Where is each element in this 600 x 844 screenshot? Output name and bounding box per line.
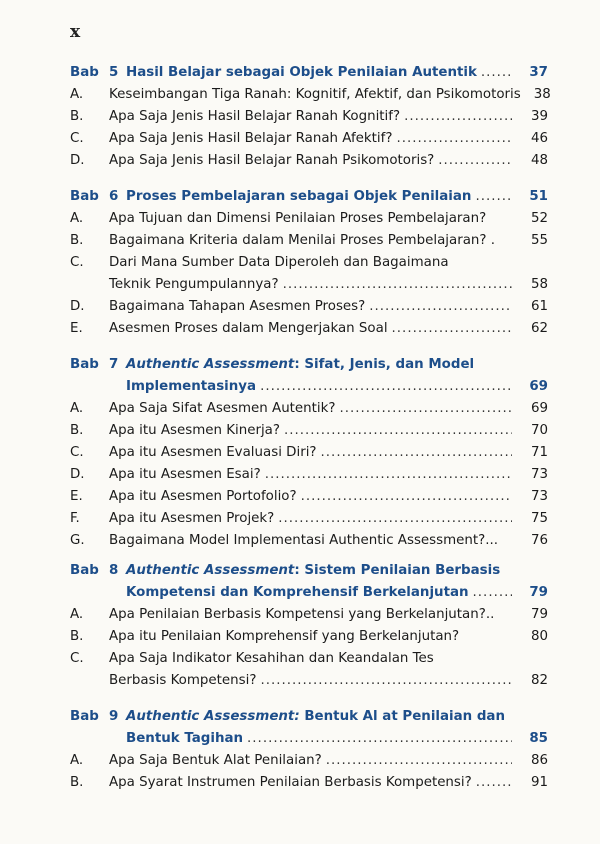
dot-leader	[283, 274, 512, 296]
item-page: 80	[530, 629, 548, 644]
chapter-page: 69	[529, 379, 548, 394]
chapter-heading[interactable]	[70, 560, 548, 582]
toc-item[interactable]	[70, 648, 548, 670]
dot-leader	[396, 128, 512, 150]
item-title-continued: Berbasis Kompetensi?	[109, 673, 257, 688]
toc-item[interactable]	[70, 128, 548, 150]
dot-leader	[438, 150, 512, 172]
item-page: 75	[530, 511, 548, 526]
item-page: 39	[530, 109, 548, 124]
item-letter: A.	[70, 87, 84, 102]
chapter-label: Bab	[70, 709, 99, 724]
item-title: Keseimbangan Tiga Ranah: Kognitif, Afektif, dan Psikomotoris	[109, 87, 521, 102]
chapter-number: 5	[109, 65, 119, 80]
toc-item-continuation[interactable]	[70, 670, 548, 692]
dot-leader	[301, 486, 512, 508]
chapter-5	[70, 62, 551, 172]
item-title: Apa itu Asesmen Portofolio?	[109, 489, 297, 504]
chapter-6	[70, 186, 548, 340]
item-title: Apa Penilaian Berbasis Kompetensi yang Berkelanjutan?..	[109, 607, 495, 622]
item-letter: C.	[70, 445, 84, 460]
chapter-number: 6	[109, 189, 119, 204]
item-page: 71	[530, 445, 548, 460]
toc-item[interactable]	[70, 420, 548, 442]
toc-item[interactable]	[70, 84, 551, 106]
toc-item[interactable]	[70, 442, 548, 464]
item-letter: D.	[70, 153, 85, 168]
dot-leader	[247, 728, 512, 750]
dot-leader	[265, 464, 512, 486]
dot-leader	[404, 106, 512, 128]
item-page: 55	[530, 233, 548, 248]
item-title: Apa Saja Sifat Asesmen Autentik?	[109, 401, 336, 416]
chapter-heading[interactable]	[70, 354, 548, 376]
toc-item-continuation[interactable]	[70, 274, 548, 296]
item-letter: B.	[70, 629, 84, 644]
item-title: Apa Saja Indikator Kesahihan dan Keandalan Tes	[109, 651, 434, 666]
item-title: Asesmen Proses dalam Mengerjakan Soal	[109, 321, 388, 336]
item-page: 62	[530, 321, 548, 336]
toc-item[interactable]	[70, 486, 548, 508]
item-letter: A.	[70, 211, 84, 226]
chapter-title-rest: Bentuk Al at Penilaian dan	[299, 709, 506, 724]
chapter-heading[interactable]	[70, 62, 548, 84]
toc-item[interactable]	[70, 150, 548, 172]
dot-leader	[260, 376, 512, 398]
toc-item[interactable]	[70, 530, 548, 552]
dot-leader	[473, 582, 512, 604]
chapter-8	[70, 560, 548, 692]
toc-item[interactable]	[70, 626, 548, 648]
item-letter: B.	[70, 109, 84, 124]
item-title: Apa Saja Jenis Hasil Belajar Ranah Psikomotoris?	[109, 153, 435, 168]
dot-leader	[369, 296, 512, 318]
toc-item[interactable]	[70, 252, 548, 274]
toc-item[interactable]	[70, 750, 548, 772]
item-page: 73	[530, 467, 548, 482]
item-title: Apa Saja Jenis Hasil Belajar Ranah Afektif?	[109, 131, 393, 146]
item-title: Apa Saja Bentuk Alat Penilaian?	[109, 753, 322, 768]
chapter-title	[126, 354, 474, 376]
chapter-title: Hasil Belajar sebagai Objek Penilaian Autentik	[126, 65, 477, 80]
item-letter: B.	[70, 423, 84, 438]
dot-leader	[260, 670, 512, 692]
item-letter: B.	[70, 233, 84, 248]
item-page: 69	[530, 401, 548, 416]
chapter-label: Bab	[70, 189, 99, 204]
item-page: 79	[530, 607, 548, 622]
toc-item[interactable]	[70, 296, 548, 318]
item-title: Apa Saja Jenis Hasil Belajar Ranah Kognitif?	[109, 109, 401, 124]
chapter-page: 37	[529, 65, 548, 80]
chapter-title-rest: : Sifat, Jenis, dan Model	[294, 357, 475, 372]
chapter-heading-continuation[interactable]	[70, 582, 548, 604]
item-letter: A.	[70, 607, 84, 622]
chapter-number: 8	[109, 563, 119, 578]
chapter-page: 85	[529, 731, 548, 746]
item-title: Bagaimana Kriteria dalam Menilai Proses Pembelajaran? .	[109, 233, 496, 248]
item-title: Bagaimana Tahapan Asesmen Proses?	[109, 299, 366, 314]
toc-item[interactable]	[70, 508, 548, 530]
item-letter: E.	[70, 489, 83, 504]
dot-leader	[475, 186, 512, 208]
item-page: 46	[530, 131, 548, 146]
item-page: 82	[530, 673, 548, 688]
item-page: 70	[530, 423, 548, 438]
chapter-page: 51	[529, 189, 548, 204]
item-title: Dari Mana Sumber Data Diperoleh dan Bagaimana	[109, 255, 449, 270]
dot-leader	[326, 750, 512, 772]
item-title: Apa itu Asesmen Esai?	[109, 467, 261, 482]
dot-leader	[340, 398, 513, 420]
chapter-title: Proses Pembelajaran sebagai Objek Penilaian	[126, 189, 472, 204]
item-title: Apa itu Asesmen Projek?	[109, 511, 275, 526]
chapter-title-continued: Bentuk Tagihan	[126, 731, 244, 746]
item-title: Apa Syarat Instrumen Penilaian Berbasis Kompetensi?	[109, 775, 472, 790]
item-title: Apa itu Asesmen Kinerja?	[109, 423, 280, 438]
item-letter: A.	[70, 753, 84, 768]
chapter-number: 9	[109, 709, 119, 724]
chapter-7	[70, 354, 548, 552]
chapter-heading-continuation[interactable]	[70, 376, 548, 398]
toc-item[interactable]	[70, 230, 548, 252]
toc-item[interactable]	[70, 106, 548, 128]
item-title: Bagaimana Model Implementasi Authentic Assessment?...	[109, 533, 499, 548]
chapter-title-emphasis: Authentic Assessment:	[126, 709, 300, 724]
item-page: 38	[533, 87, 551, 102]
item-page: 48	[530, 153, 548, 168]
item-letter: D.	[70, 467, 85, 482]
chapter-title-continued: Implementasinya	[126, 379, 257, 394]
item-title: Apa itu Asesmen Evaluasi Diri?	[109, 445, 317, 460]
item-letter: G.	[70, 533, 85, 548]
item-page: 76	[530, 533, 548, 548]
chapter-label: Bab	[70, 65, 99, 80]
toc-item[interactable]	[70, 772, 548, 794]
dot-leader	[392, 318, 512, 340]
toc-item[interactable]	[70, 604, 548, 626]
chapter-title	[126, 560, 500, 582]
item-title: Apa Tujuan dan Dimensi Penilaian Proses Pembelajaran?	[109, 211, 487, 226]
toc-item[interactable]	[70, 464, 548, 486]
dot-leader	[321, 442, 512, 464]
item-page: 73	[530, 489, 548, 504]
chapter-title-continued: Kompetensi dan Komprehensif Berkelanjutan	[126, 585, 469, 600]
chapter-number: 7	[109, 357, 119, 372]
item-title-continued: Teknik Pengumpulannya?	[109, 277, 279, 292]
item-page: 86	[530, 753, 548, 768]
item-page: 52	[530, 211, 548, 226]
item-page: 61	[530, 299, 548, 314]
item-letter: C.	[70, 651, 84, 666]
item-letter: D.	[70, 299, 85, 314]
toc-item[interactable]	[70, 318, 548, 340]
chapter-label: Bab	[70, 357, 99, 372]
item-letter: B.	[70, 775, 84, 790]
item-page: 91	[530, 775, 548, 790]
item-letter: E.	[70, 321, 83, 336]
item-letter: C.	[70, 131, 84, 146]
chapter-title	[126, 706, 505, 728]
item-title: Apa itu Penilaian Komprehensif yang Berkelanjutan?	[109, 629, 460, 644]
table-of-contents	[70, 62, 551, 794]
chapter-title-rest: : Sistem Penilaian Berbasis	[294, 563, 501, 578]
chapter-heading[interactable]	[70, 186, 548, 208]
toc-item[interactable]	[70, 208, 548, 230]
chapter-page: 79	[529, 585, 548, 600]
item-letter: C.	[70, 255, 84, 270]
page-number: x	[70, 22, 81, 42]
dot-leader	[476, 772, 512, 794]
item-page: 58	[530, 277, 548, 292]
item-letter: A.	[70, 401, 84, 416]
item-letter: F.	[70, 511, 80, 526]
chapter-title-emphasis: Authentic Assessment	[126, 357, 295, 372]
toc-item[interactable]	[70, 398, 548, 420]
chapter-heading[interactable]	[70, 706, 548, 728]
dot-leader	[284, 420, 512, 442]
chapter-title-emphasis: Authentic Assessment	[126, 563, 295, 578]
dot-leader	[481, 62, 512, 84]
dot-leader	[278, 508, 512, 530]
chapter-label: Bab	[70, 563, 99, 578]
chapter-9	[70, 706, 548, 794]
chapter-heading-continuation[interactable]	[70, 728, 548, 750]
